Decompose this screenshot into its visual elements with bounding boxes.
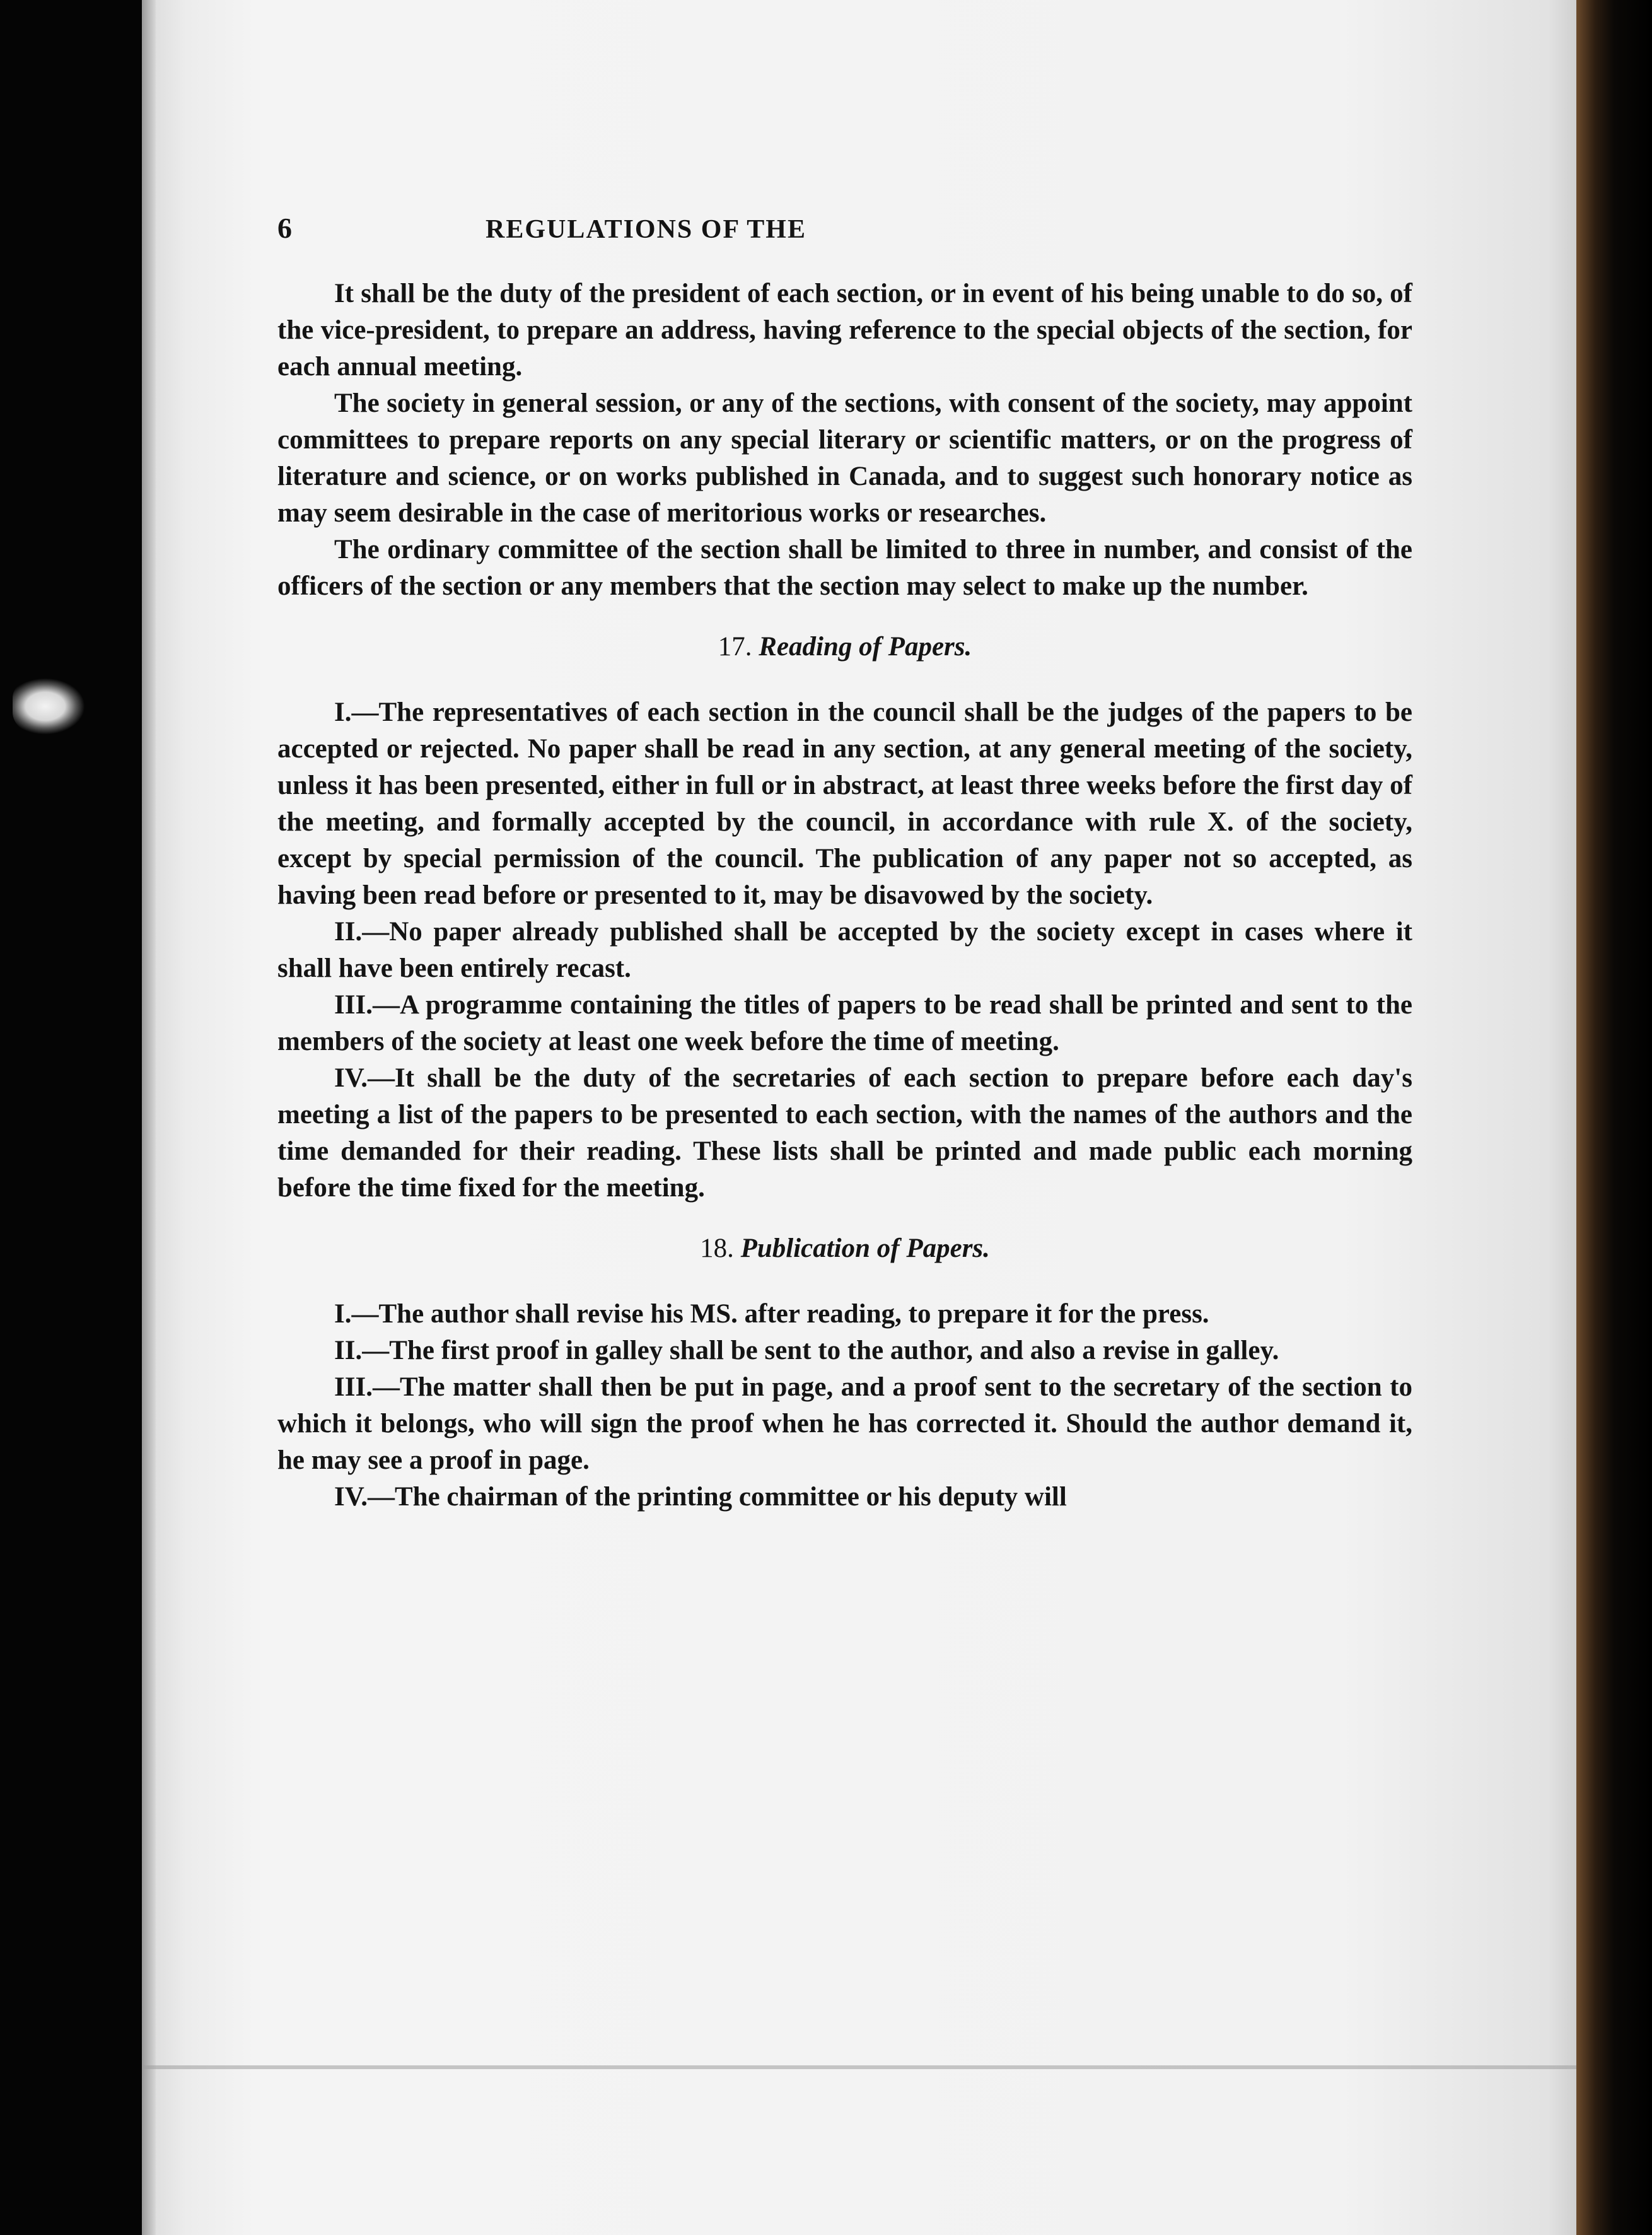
page-number: 6 <box>277 212 292 244</box>
rule-paragraph: III.—A programme containing the titles of papers to be read shall be printed and sent to the members of the society at least one week before the time of meeting. <box>277 990 1412 1056</box>
running-title: REGULATIONS OF THE <box>486 215 806 244</box>
rule-paragraph: III.—The matter shall then be put in page, and a proof sent to the secretary of the section to which it belongs, who will sign the proof when he has corrected it. Should the author demand it, he may see a proof in page. <box>277 1372 1412 1475</box>
rule-paragraph: II.—No paper already published shall be accepted by the society except in cases where it shall have been entirely recast. <box>277 917 1412 983</box>
paragraph: The ordinary committee of the section shall be limited to three in number, and consist of the officers of the section or any members that the section may select to make up the number. <box>277 535 1412 601</box>
scan-blemish <box>13 678 85 735</box>
section-heading <box>277 629 1412 665</box>
paragraph: It shall be the duty of the president of each section, or in event of his being unable to do so, of the vice-president, to prepare an address, having reference to the special objects of the section, for each annual meeting. <box>277 279 1412 382</box>
section-heading <box>277 1230 1412 1267</box>
section-number: 17. <box>718 632 752 662</box>
section-title: Publication of Papers. <box>740 1234 990 1263</box>
rule-paragraph: II.—The first proof in galley shall be sent to the author, and also a revise in galley. <box>334 1336 1279 1365</box>
page-gutter-shadow <box>142 0 156 2235</box>
underlying-page-edge <box>142 2065 1576 2069</box>
paragraph: The society in general session, or any of the sections, with consent of the society, may appoint committees to prepare reports on any special literary or scientific matters, or on the progress of literature and science, or on works published in Canada, and to suggest such honorary notice as may seem desirable in the case of meritorious works or researches. <box>277 388 1412 528</box>
running-head <box>277 211 1412 262</box>
rule-paragraph: I.—The author shall revise his MS. after reading, to prepare it for the press. <box>334 1299 1209 1329</box>
page-text-block <box>277 211 1412 1515</box>
book-spine-edge <box>1576 0 1652 2235</box>
section-number: 18. <box>700 1234 734 1263</box>
rule-paragraph: I.—The representatives of each section in the council shall be the judges of the papers to be accepted or rejected. No paper shall be read in any section, at any general meeting of the society, unless it has been presented, either in full or in abstract, at least three weeks before the first day of the meeting, and formally accepted by the council, in accordance with rule X. of the society, except by special permission of the council. The publication of any paper not so accepted, as having been read before or presented to it, may be disavowed by the society. <box>277 697 1412 910</box>
rule-paragraph: IV.—The chairman of the printing committee or his deputy will <box>334 1482 1067 1512</box>
rule-paragraph: IV.—It shall be the duty of the secretaries of each section to prepare before each day's meeting a list of the papers to be presented to each section, with the names of the authors and the time demanded for their reading. These lists shall be printed and made public each morning before the time fixed for the meeting. <box>277 1063 1412 1203</box>
section-title: Reading of Papers. <box>759 632 972 662</box>
